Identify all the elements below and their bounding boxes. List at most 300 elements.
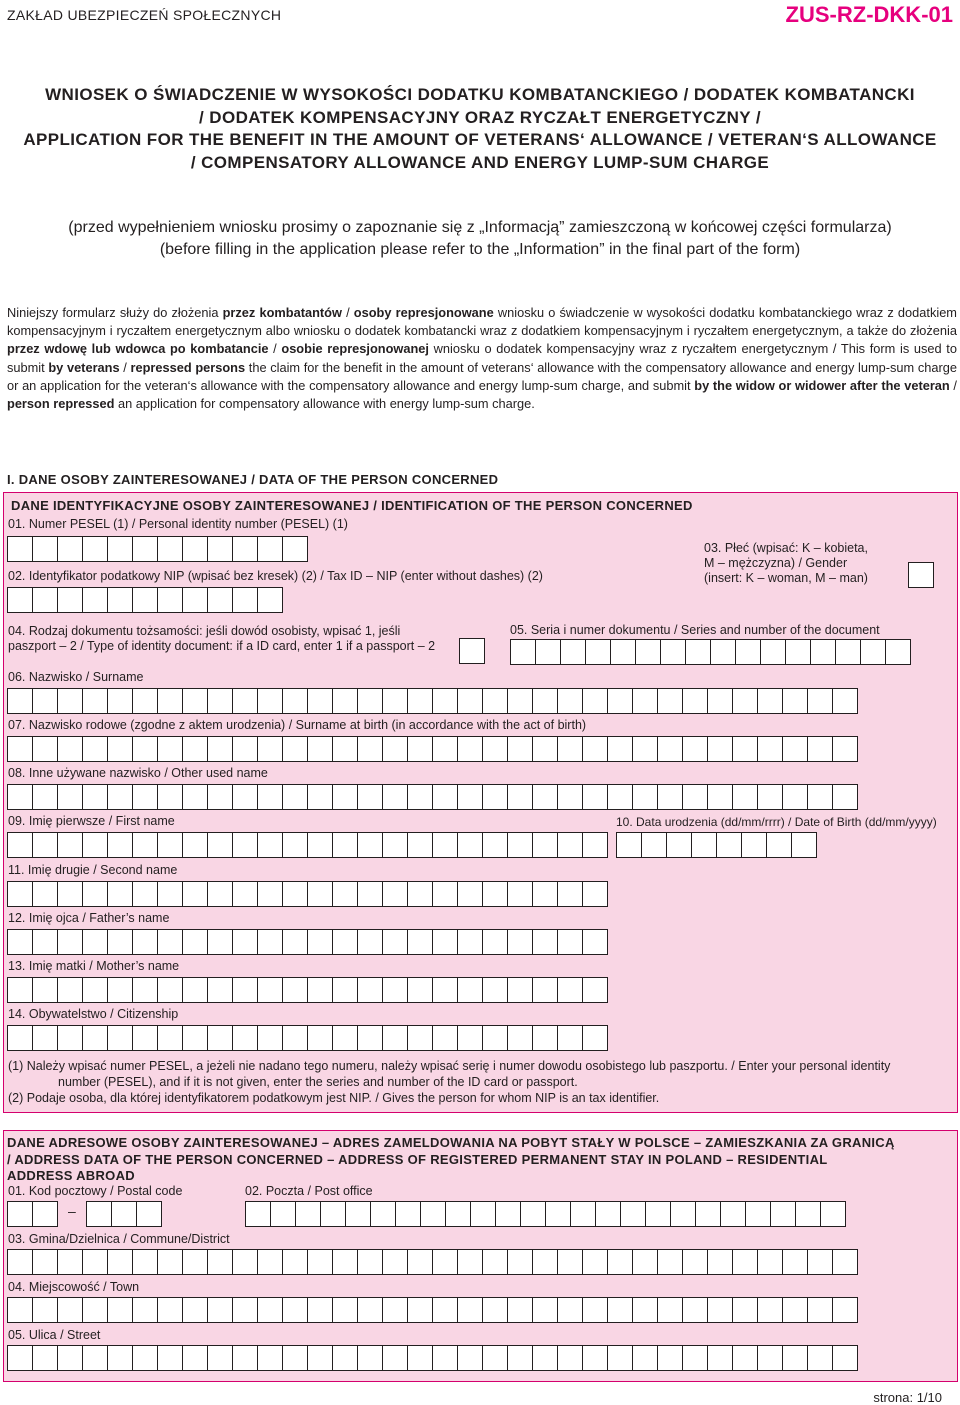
character-cell[interactable] — [633, 1345, 658, 1371]
character-cell[interactable] — [83, 1297, 108, 1323]
street-field[interactable] — [7, 1345, 858, 1370]
character-cell[interactable] — [533, 977, 558, 1003]
character-cell[interactable] — [433, 688, 458, 714]
character-cell[interactable] — [33, 929, 58, 955]
character-cell[interactable] — [208, 977, 233, 1003]
character-cell[interactable] — [558, 977, 583, 1003]
character-cell[interactable] — [696, 1201, 721, 1227]
character-cell[interactable] — [808, 784, 833, 810]
character-cell[interactable] — [642, 832, 667, 858]
character-cell[interactable] — [233, 784, 258, 810]
character-cell[interactable] — [333, 977, 358, 1003]
character-cell[interactable] — [583, 1249, 608, 1275]
character-cell[interactable] — [433, 1297, 458, 1323]
character-cell[interactable] — [308, 881, 333, 907]
character-cell[interactable] — [811, 639, 836, 665]
character-cell[interactable] — [458, 1345, 483, 1371]
character-cell[interactable] — [58, 1025, 83, 1051]
character-cell[interactable] — [258, 832, 283, 858]
character-cell[interactable] — [758, 784, 783, 810]
character-cell[interactable] — [33, 1297, 58, 1323]
character-cell[interactable] — [58, 929, 83, 955]
character-cell[interactable] — [7, 736, 33, 762]
character-cell[interactable] — [433, 929, 458, 955]
character-cell[interactable] — [692, 832, 717, 858]
character-cell[interactable] — [558, 736, 583, 762]
town-field[interactable] — [7, 1297, 858, 1322]
character-cell[interactable] — [408, 832, 433, 858]
character-cell[interactable] — [133, 1249, 158, 1275]
character-cell[interactable] — [611, 639, 636, 665]
character-cell[interactable] — [283, 736, 308, 762]
character-cell[interactable] — [321, 1201, 346, 1227]
character-cell[interactable] — [258, 1297, 283, 1323]
character-cell[interactable] — [183, 587, 208, 613]
character-cell[interactable] — [371, 1201, 396, 1227]
character-cell[interactable] — [33, 881, 58, 907]
character-cell[interactable] — [33, 977, 58, 1003]
character-cell[interactable] — [508, 929, 533, 955]
character-cell[interactable] — [733, 1249, 758, 1275]
character-cell[interactable] — [433, 1025, 458, 1051]
character-cell[interactable] — [458, 688, 483, 714]
character-cell[interactable] — [533, 1345, 558, 1371]
character-cell[interactable] — [508, 1345, 533, 1371]
character-cell[interactable] — [7, 688, 33, 714]
character-cell[interactable] — [358, 736, 383, 762]
character-cell[interactable] — [33, 1025, 58, 1051]
character-cell[interactable] — [83, 688, 108, 714]
character-cell[interactable] — [33, 1201, 58, 1227]
character-cell[interactable] — [667, 832, 692, 858]
character-cell[interactable] — [58, 688, 83, 714]
character-cell[interactable] — [783, 736, 808, 762]
character-cell[interactable] — [358, 832, 383, 858]
character-cell[interactable] — [58, 1345, 83, 1371]
character-cell[interactable] — [358, 688, 383, 714]
character-cell[interactable] — [458, 929, 483, 955]
character-cell[interactable] — [783, 1345, 808, 1371]
character-cell[interactable] — [583, 881, 608, 907]
character-cell[interactable] — [183, 977, 208, 1003]
post-office-field[interactable] — [245, 1201, 846, 1226]
character-cell[interactable] — [7, 536, 33, 562]
postal-code-part2-field[interactable] — [86, 1201, 162, 1226]
character-cell[interactable] — [33, 784, 58, 810]
birth-date-field[interactable] — [616, 832, 817, 857]
character-cell[interactable] — [661, 639, 686, 665]
character-cell[interactable] — [533, 1297, 558, 1323]
character-cell[interactable] — [112, 1201, 137, 1227]
character-cell[interactable] — [283, 832, 308, 858]
character-cell[interactable] — [7, 1345, 33, 1371]
character-cell[interactable] — [83, 881, 108, 907]
document-number-field[interactable] — [510, 639, 911, 664]
character-cell[interactable] — [358, 1249, 383, 1275]
character-cell[interactable] — [433, 736, 458, 762]
character-cell[interactable] — [683, 1249, 708, 1275]
character-cell[interactable] — [233, 1249, 258, 1275]
character-cell[interactable] — [733, 1297, 758, 1323]
character-cell[interactable] — [7, 881, 33, 907]
character-cell[interactable] — [658, 784, 683, 810]
character-cell[interactable] — [786, 639, 811, 665]
character-cell[interactable] — [58, 881, 83, 907]
character-cell[interactable] — [158, 1345, 183, 1371]
character-cell[interactable] — [233, 1297, 258, 1323]
character-cell[interactable] — [717, 832, 742, 858]
character-cell[interactable] — [283, 688, 308, 714]
character-cell[interactable] — [383, 929, 408, 955]
character-cell[interactable] — [133, 1297, 158, 1323]
character-cell[interactable] — [583, 1025, 608, 1051]
first-name-field[interactable] — [7, 832, 608, 857]
character-cell[interactable] — [208, 929, 233, 955]
character-cell[interactable] — [383, 1297, 408, 1323]
character-cell[interactable] — [646, 1201, 671, 1227]
character-cell[interactable] — [758, 1345, 783, 1371]
character-cell[interactable] — [546, 1201, 571, 1227]
character-cell[interactable] — [333, 1297, 358, 1323]
character-cell[interactable] — [583, 784, 608, 810]
character-cell[interactable] — [433, 881, 458, 907]
character-cell[interactable] — [7, 929, 33, 955]
character-cell[interactable] — [33, 832, 58, 858]
character-cell[interactable] — [83, 1345, 108, 1371]
character-cell[interactable] — [708, 688, 733, 714]
character-cell[interactable] — [783, 1297, 808, 1323]
character-cell[interactable] — [433, 784, 458, 810]
character-cell[interactable] — [861, 639, 886, 665]
character-cell[interactable] — [583, 832, 608, 858]
character-cell[interactable] — [733, 688, 758, 714]
character-cell[interactable] — [483, 832, 508, 858]
character-cell[interactable] — [708, 1345, 733, 1371]
character-cell[interactable] — [158, 1297, 183, 1323]
other-name-field[interactable] — [7, 784, 858, 809]
character-cell[interactable] — [658, 1345, 683, 1371]
character-cell[interactable] — [308, 784, 333, 810]
character-cell[interactable] — [383, 688, 408, 714]
character-cell[interactable] — [483, 736, 508, 762]
character-cell[interactable] — [508, 784, 533, 810]
character-cell[interactable] — [421, 1201, 446, 1227]
character-cell[interactable] — [258, 736, 283, 762]
character-cell[interactable] — [208, 736, 233, 762]
character-cell[interactable] — [521, 1201, 546, 1227]
character-cell[interactable] — [383, 1345, 408, 1371]
character-cell[interactable] — [558, 1025, 583, 1051]
character-cell[interactable] — [183, 784, 208, 810]
character-cell[interactable] — [208, 784, 233, 810]
character-cell[interactable] — [183, 1249, 208, 1275]
character-cell[interactable] — [283, 1297, 308, 1323]
character-cell[interactable] — [833, 736, 858, 762]
character-cell[interactable] — [183, 832, 208, 858]
character-cell[interactable] — [183, 1297, 208, 1323]
character-cell[interactable] — [183, 536, 208, 562]
character-cell[interactable] — [616, 832, 642, 858]
character-cell[interactable] — [833, 784, 858, 810]
character-cell[interactable] — [408, 929, 433, 955]
character-cell[interactable] — [583, 929, 608, 955]
character-cell[interactable] — [283, 1025, 308, 1051]
character-cell[interactable] — [596, 1201, 621, 1227]
character-cell[interactable] — [608, 688, 633, 714]
character-cell[interactable] — [533, 736, 558, 762]
character-cell[interactable] — [608, 1345, 633, 1371]
character-cell[interactable] — [133, 784, 158, 810]
character-cell[interactable] — [458, 1025, 483, 1051]
character-cell[interactable] — [58, 1297, 83, 1323]
character-cell[interactable] — [208, 881, 233, 907]
character-cell[interactable] — [508, 1249, 533, 1275]
character-cell[interactable] — [358, 1345, 383, 1371]
character-cell[interactable] — [33, 1249, 58, 1275]
second-name-field[interactable] — [7, 881, 608, 906]
character-cell[interactable] — [633, 736, 658, 762]
character-cell[interactable] — [333, 784, 358, 810]
character-cell[interactable] — [133, 1025, 158, 1051]
character-cell[interactable] — [33, 536, 58, 562]
character-cell[interactable] — [333, 1025, 358, 1051]
character-cell[interactable] — [308, 736, 333, 762]
character-cell[interactable] — [108, 587, 133, 613]
character-cell[interactable] — [633, 688, 658, 714]
character-cell[interactable] — [446, 1201, 471, 1227]
character-cell[interactable] — [296, 1201, 321, 1227]
character-cell[interactable] — [258, 881, 283, 907]
character-cell[interactable] — [583, 977, 608, 1003]
character-cell[interactable] — [233, 881, 258, 907]
character-cell[interactable] — [283, 929, 308, 955]
character-cell[interactable] — [458, 784, 483, 810]
character-cell[interactable] — [283, 1249, 308, 1275]
character-cell[interactable] — [408, 1249, 433, 1275]
character-cell[interactable] — [308, 977, 333, 1003]
character-cell[interactable] — [158, 929, 183, 955]
character-cell[interactable] — [771, 1201, 796, 1227]
character-cell[interactable] — [283, 881, 308, 907]
character-cell[interactable] — [283, 536, 308, 562]
character-cell[interactable] — [783, 784, 808, 810]
character-cell[interactable] — [208, 536, 233, 562]
character-cell[interactable] — [496, 1201, 521, 1227]
character-cell[interactable] — [458, 736, 483, 762]
character-cell[interactable] — [108, 977, 133, 1003]
character-cell[interactable] — [358, 929, 383, 955]
character-cell[interactable] — [758, 736, 783, 762]
character-cell[interactable] — [558, 832, 583, 858]
character-cell[interactable] — [333, 736, 358, 762]
character-cell[interactable] — [133, 736, 158, 762]
character-cell[interactable] — [333, 688, 358, 714]
character-cell[interactable] — [383, 1249, 408, 1275]
character-cell[interactable] — [459, 638, 485, 664]
character-cell[interactable] — [508, 736, 533, 762]
character-cell[interactable] — [33, 587, 58, 613]
character-cell[interactable] — [183, 1025, 208, 1051]
character-cell[interactable] — [433, 832, 458, 858]
character-cell[interactable] — [233, 832, 258, 858]
character-cell[interactable] — [208, 1297, 233, 1323]
character-cell[interactable] — [258, 784, 283, 810]
character-cell[interactable] — [333, 1249, 358, 1275]
character-cell[interactable] — [208, 688, 233, 714]
character-cell[interactable] — [483, 688, 508, 714]
character-cell[interactable] — [536, 639, 561, 665]
character-cell[interactable] — [86, 1201, 112, 1227]
character-cell[interactable] — [483, 784, 508, 810]
character-cell[interactable] — [758, 1249, 783, 1275]
citizenship-field[interactable] — [7, 1025, 608, 1050]
character-cell[interactable] — [742, 832, 767, 858]
character-cell[interactable] — [383, 736, 408, 762]
character-cell[interactable] — [483, 1345, 508, 1371]
character-cell[interactable] — [608, 736, 633, 762]
character-cell[interactable] — [158, 1249, 183, 1275]
character-cell[interactable] — [833, 1249, 858, 1275]
character-cell[interactable] — [58, 832, 83, 858]
character-cell[interactable] — [58, 587, 83, 613]
character-cell[interactable] — [733, 784, 758, 810]
character-cell[interactable] — [633, 1249, 658, 1275]
character-cell[interactable] — [308, 688, 333, 714]
character-cell[interactable] — [83, 977, 108, 1003]
character-cell[interactable] — [658, 1249, 683, 1275]
character-cell[interactable] — [408, 977, 433, 1003]
character-cell[interactable] — [258, 536, 283, 562]
character-cell[interactable] — [258, 1249, 283, 1275]
character-cell[interactable] — [183, 1345, 208, 1371]
character-cell[interactable] — [383, 832, 408, 858]
character-cell[interactable] — [733, 1345, 758, 1371]
character-cell[interactable] — [533, 881, 558, 907]
character-cell[interactable] — [746, 1201, 771, 1227]
character-cell[interactable] — [283, 784, 308, 810]
character-cell[interactable] — [208, 1249, 233, 1275]
character-cell[interactable] — [308, 929, 333, 955]
character-cell[interactable] — [408, 736, 433, 762]
surname-field[interactable] — [7, 688, 858, 713]
character-cell[interactable] — [571, 1201, 596, 1227]
character-cell[interactable] — [83, 587, 108, 613]
character-cell[interactable] — [458, 977, 483, 1003]
character-cell[interactable] — [483, 977, 508, 1003]
character-cell[interactable] — [808, 1297, 833, 1323]
character-cell[interactable] — [133, 929, 158, 955]
character-cell[interactable] — [408, 881, 433, 907]
character-cell[interactable] — [583, 736, 608, 762]
character-cell[interactable] — [683, 1345, 708, 1371]
character-cell[interactable] — [358, 881, 383, 907]
character-cell[interactable] — [233, 1025, 258, 1051]
character-cell[interactable] — [33, 736, 58, 762]
character-cell[interactable] — [133, 536, 158, 562]
character-cell[interactable] — [671, 1201, 696, 1227]
character-cell[interactable] — [7, 1297, 33, 1323]
commune-field[interactable] — [7, 1249, 858, 1274]
character-cell[interactable] — [358, 1297, 383, 1323]
character-cell[interactable] — [792, 832, 817, 858]
character-cell[interactable] — [558, 1345, 583, 1371]
character-cell[interactable] — [358, 977, 383, 1003]
character-cell[interactable] — [83, 1249, 108, 1275]
character-cell[interactable] — [308, 832, 333, 858]
character-cell[interactable] — [108, 1297, 133, 1323]
character-cell[interactable] — [558, 929, 583, 955]
character-cell[interactable] — [33, 688, 58, 714]
character-cell[interactable] — [7, 977, 33, 1003]
character-cell[interactable] — [383, 1025, 408, 1051]
character-cell[interactable] — [833, 688, 858, 714]
character-cell[interactable] — [158, 536, 183, 562]
character-cell[interactable] — [7, 1201, 33, 1227]
character-cell[interactable] — [108, 688, 133, 714]
gender-field[interactable] — [908, 562, 934, 587]
character-cell[interactable] — [108, 1345, 133, 1371]
character-cell[interactable] — [508, 688, 533, 714]
character-cell[interactable] — [233, 929, 258, 955]
character-cell[interactable] — [686, 639, 711, 665]
character-cell[interactable] — [258, 977, 283, 1003]
character-cell[interactable] — [7, 1025, 33, 1051]
character-cell[interactable] — [658, 736, 683, 762]
character-cell[interactable] — [836, 639, 861, 665]
character-cell[interactable] — [821, 1201, 846, 1227]
character-cell[interactable] — [633, 1297, 658, 1323]
character-cell[interactable] — [358, 784, 383, 810]
character-cell[interactable] — [783, 688, 808, 714]
character-cell[interactable] — [108, 1025, 133, 1051]
character-cell[interactable] — [458, 1249, 483, 1275]
character-cell[interactable] — [233, 587, 258, 613]
character-cell[interactable] — [58, 784, 83, 810]
character-cell[interactable] — [58, 536, 83, 562]
character-cell[interactable] — [245, 1201, 271, 1227]
character-cell[interactable] — [758, 1297, 783, 1323]
character-cell[interactable] — [808, 1249, 833, 1275]
character-cell[interactable] — [83, 784, 108, 810]
character-cell[interactable] — [133, 832, 158, 858]
character-cell[interactable] — [758, 688, 783, 714]
character-cell[interactable] — [886, 639, 911, 665]
character-cell[interactable] — [433, 977, 458, 1003]
character-cell[interactable] — [408, 784, 433, 810]
character-cell[interactable] — [508, 881, 533, 907]
character-cell[interactable] — [533, 688, 558, 714]
character-cell[interactable] — [83, 736, 108, 762]
character-cell[interactable] — [133, 1345, 158, 1371]
character-cell[interactable] — [658, 688, 683, 714]
character-cell[interactable] — [808, 736, 833, 762]
character-cell[interactable] — [708, 1249, 733, 1275]
character-cell[interactable] — [208, 1345, 233, 1371]
character-cell[interactable] — [158, 832, 183, 858]
character-cell[interactable] — [908, 562, 934, 588]
character-cell[interactable] — [458, 1297, 483, 1323]
character-cell[interactable] — [508, 1025, 533, 1051]
postal-code-part1-field[interactable] — [7, 1201, 58, 1226]
character-cell[interactable] — [233, 736, 258, 762]
character-cell[interactable] — [158, 784, 183, 810]
character-cell[interactable] — [558, 1297, 583, 1323]
character-cell[interactable] — [586, 639, 611, 665]
character-cell[interactable] — [533, 1249, 558, 1275]
mother-name-field[interactable] — [7, 977, 608, 1002]
character-cell[interactable] — [783, 1249, 808, 1275]
character-cell[interactable] — [233, 536, 258, 562]
